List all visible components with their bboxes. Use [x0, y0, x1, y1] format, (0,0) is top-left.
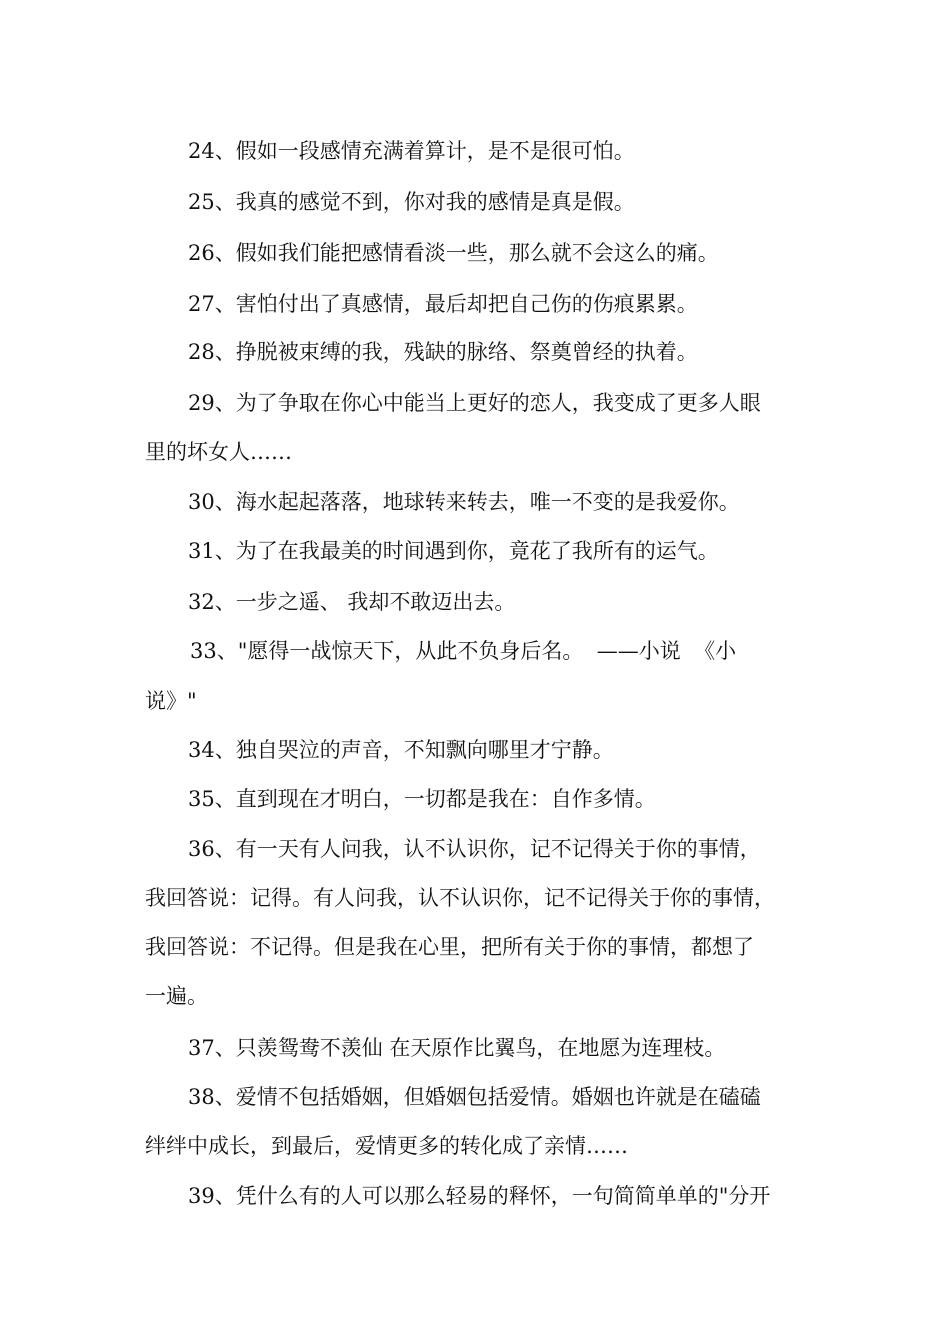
line-38-cont: 绊绊中成长，到最后，爱情更多的转化成了亲情…… — [145, 1134, 628, 1158]
line-24: 24、假如一段感情充满着算计，是不是很可怕。 — [188, 139, 635, 163]
line-32: 32、一步之遥、 我却不敢迈出去。 — [188, 590, 516, 614]
line-36: 36、有一天有人问我，认不认识你，记不记得关于你的事情， — [188, 837, 761, 861]
line-27: 27、害怕付出了真感情，最后却把自己伤的伤痕累累。 — [188, 292, 698, 316]
line-39: 39、凭什么有的人可以那么轻易的释怀，一句简简单单的"分开 — [188, 1184, 771, 1208]
line-25: 25、我真的感觉不到，你对我的感情是真是假。 — [188, 190, 635, 214]
line-37: 37、只羡鸳鸯不羡仙 在天原作比翼鸟，在地愿为连理枝。 — [188, 1036, 726, 1060]
line-33: 33、"愿得一战惊天下，从此不负身后名。 ——小说 《小 — [190, 639, 737, 663]
line-34: 34、独自哭泣的声音，不知飘向哪里才宁静。 — [188, 738, 614, 762]
line-36-cont-2: 我回答说：不记得。但是我在心里，把所有关于你的事情，都想了 — [145, 935, 754, 959]
line-31: 31、为了在我最美的时间遇到你，竟花了我所有的运气。 — [188, 539, 719, 563]
line-38: 38、爱情不包括婚姻，但婚姻包括爱情。婚姻也许就是在磕磕 — [188, 1085, 761, 1109]
line-29-cont: 里的坏女人…… — [145, 440, 292, 464]
line-36-cont-1: 我回答说：记得。有人问我，认不认识你，记不记得关于你的事情， — [145, 886, 775, 910]
line-35: 35、直到现在才明白，一切都是我在：自作多情。 — [188, 787, 656, 811]
line-33-cont: 说》" — [145, 689, 197, 713]
line-28: 28、挣脱被束缚的我，残缺的脉络、祭奠曾经的执着。 — [188, 340, 698, 364]
line-26: 26、假如我们能把感情看淡一些，那么就不会这么的痛。 — [188, 241, 719, 265]
line-36-cont-3: 一遍。 — [145, 984, 208, 1008]
line-29: 29、为了争取在你心中能当上更好的恋人，我变成了更多人眼 — [188, 391, 761, 415]
line-30: 30、海水起起落落，地球转来转去，唯一不变的是我爱你。 — [188, 490, 740, 514]
